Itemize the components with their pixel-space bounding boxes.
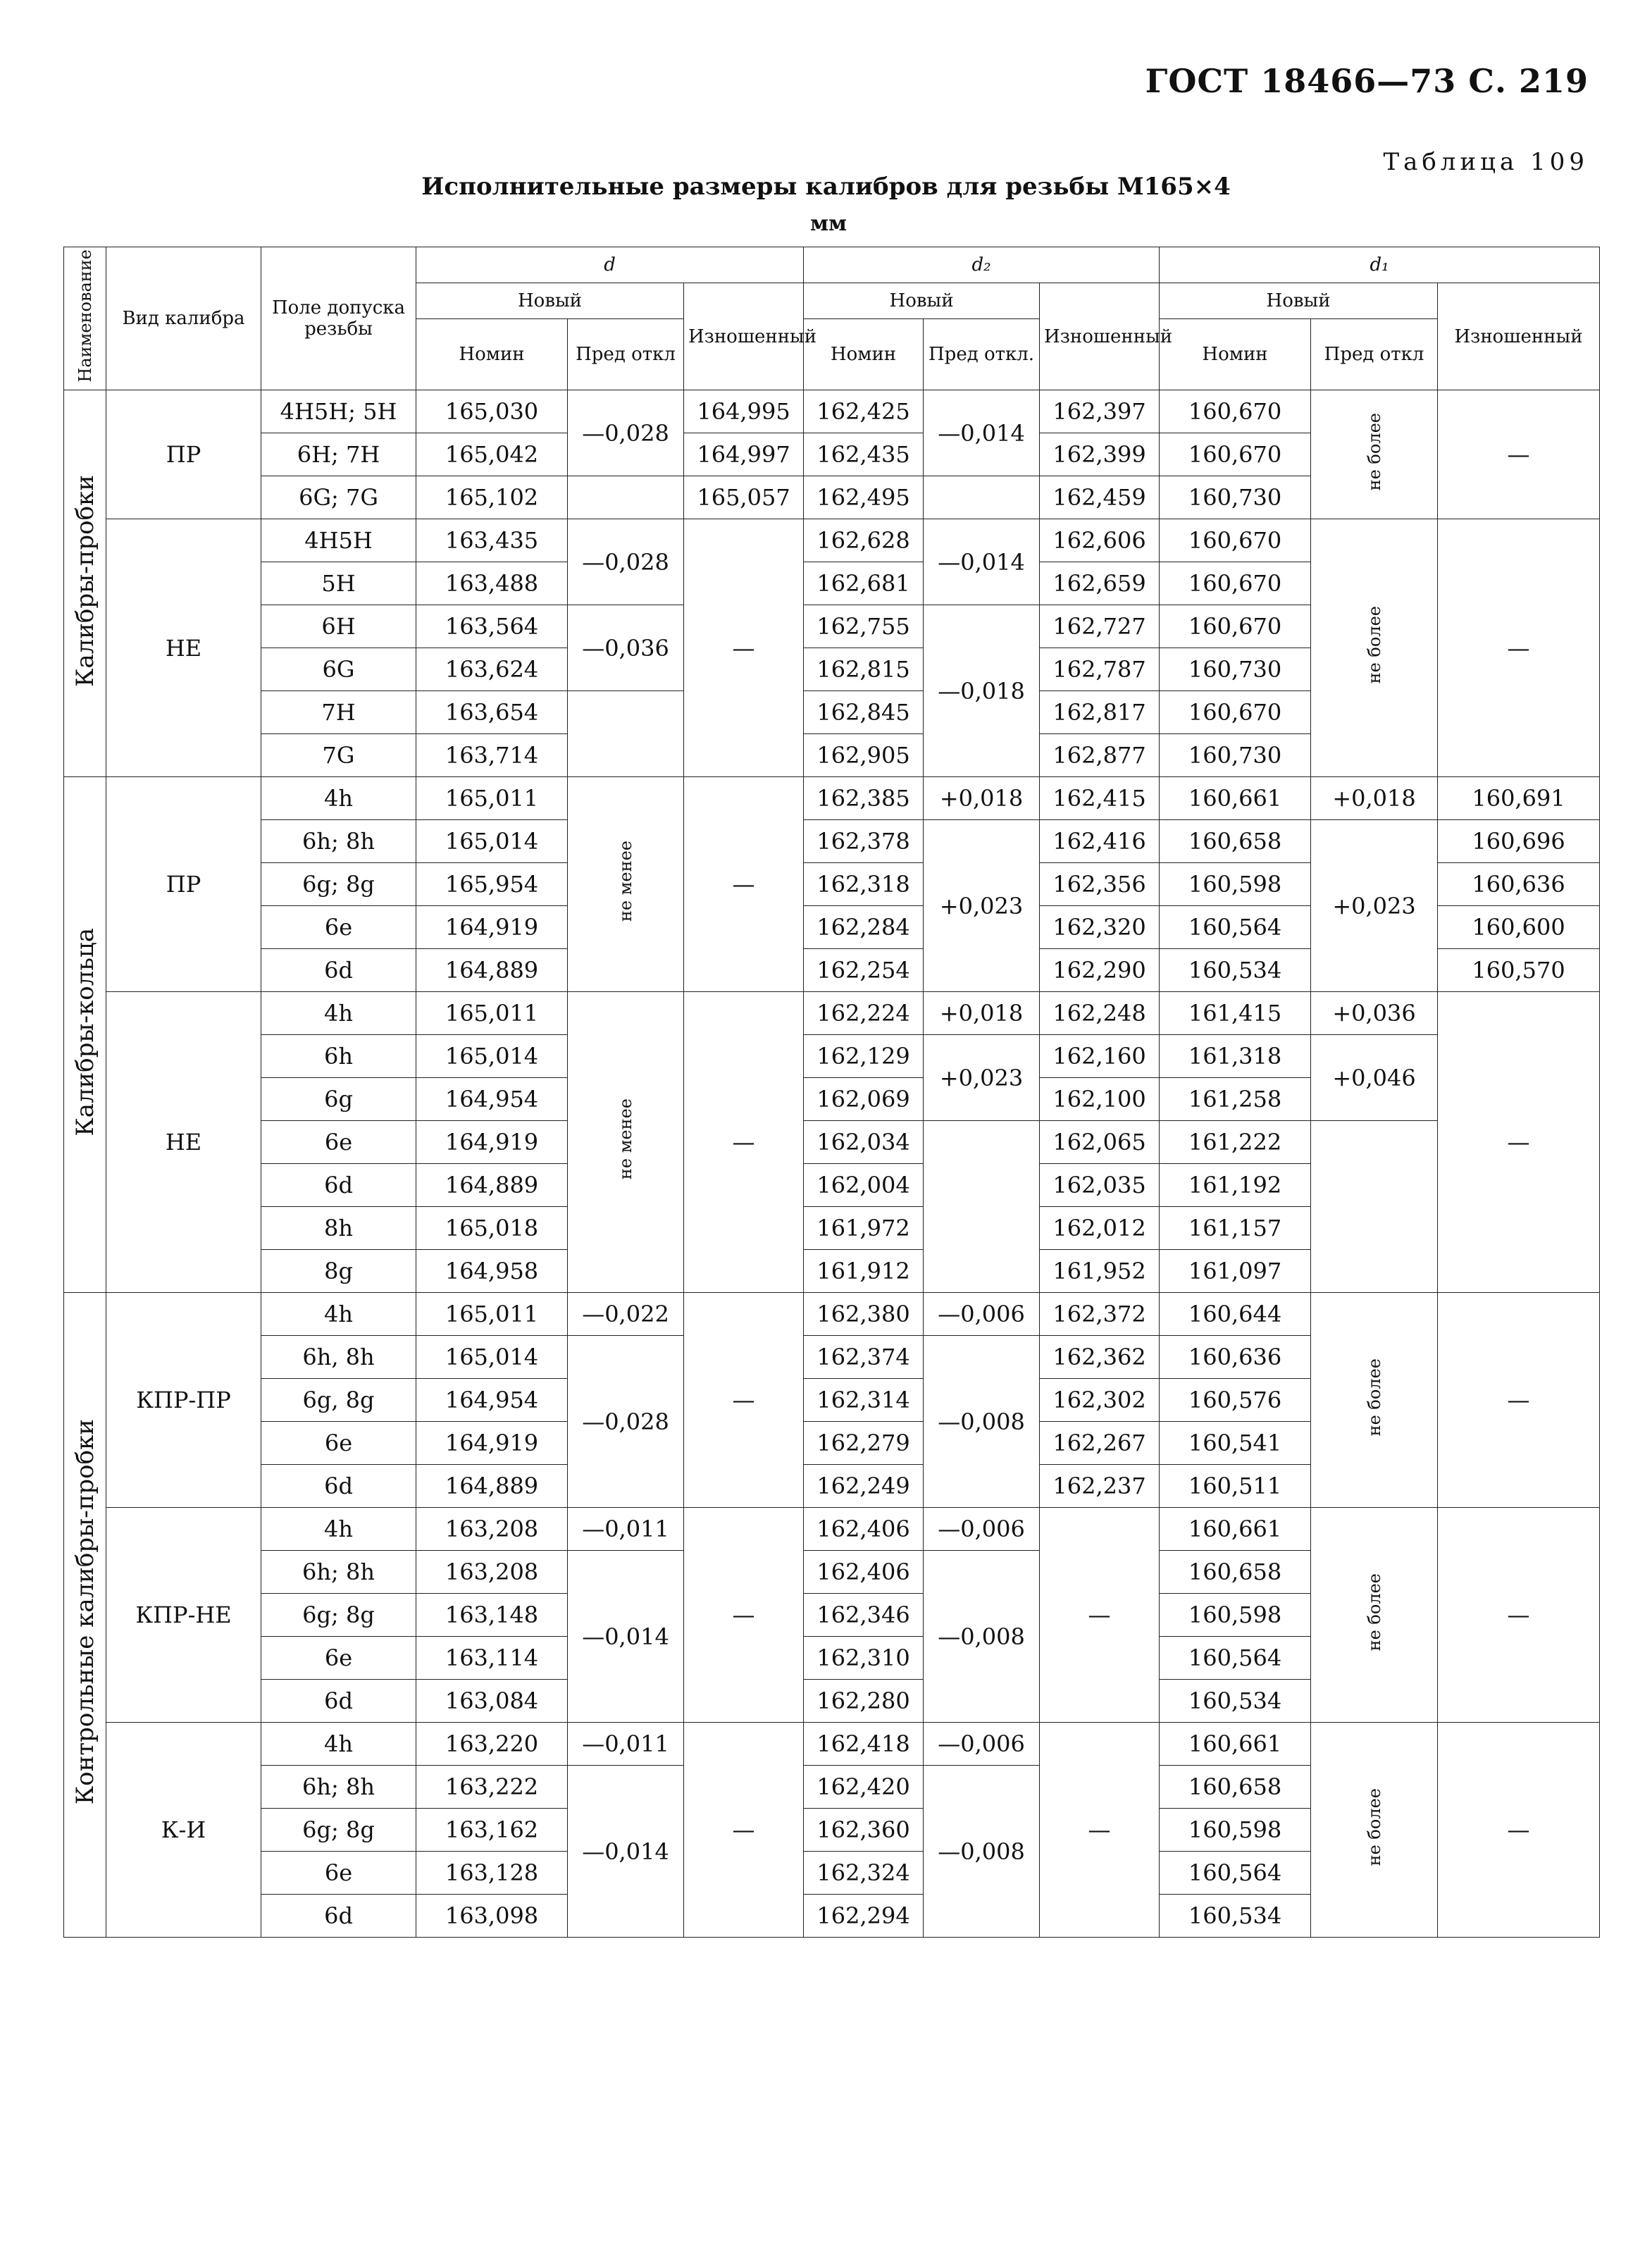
d2-nominal: 162,406 xyxy=(804,1508,924,1551)
d1-nominal: 161,318 xyxy=(1160,1035,1311,1078)
d-nominal: 165,014 xyxy=(416,1336,568,1379)
d2-nominal: 162,069 xyxy=(804,1078,924,1121)
d-nominal: 163,162 xyxy=(416,1809,568,1852)
d2-deviation: +0,023 xyxy=(924,1035,1040,1121)
d2-worn: 162,065 xyxy=(1040,1121,1160,1164)
d2-nominal: 162,034 xyxy=(804,1121,924,1164)
d-nominal: 165,102 xyxy=(416,476,568,519)
d2-deviation: —0,014 xyxy=(924,519,1040,605)
d-nominal: 164,954 xyxy=(416,1379,568,1422)
d-worn: — xyxy=(684,1293,804,1508)
d2-worn: 162,237 xyxy=(1040,1465,1160,1508)
d-nominal: 164,889 xyxy=(416,949,568,992)
thread-tolerance: 6e xyxy=(261,906,416,949)
gauge-type: КПР-НЕ xyxy=(106,1508,261,1723)
table-row xyxy=(64,1723,1600,1766)
d1-nominal: 161,258 xyxy=(1160,1078,1311,1121)
d1-deviation xyxy=(1311,1121,1438,1293)
d2-nominal: 162,360 xyxy=(804,1809,924,1852)
d2-nominal: 162,004 xyxy=(804,1164,924,1207)
thread-tolerance: 4h xyxy=(261,777,416,820)
d1-nominal: 160,534 xyxy=(1160,1680,1311,1723)
d1-nominal: 160,661 xyxy=(1160,1508,1311,1551)
thread-tolerance: 8h xyxy=(261,1207,416,1250)
d1-worn: 160,636 xyxy=(1438,863,1600,906)
d1-limit-note: не более xyxy=(1311,390,1438,519)
d-nominal: 163,435 xyxy=(416,519,568,562)
d1-nominal: 161,157 xyxy=(1160,1207,1311,1250)
d2-nominal: 162,294 xyxy=(804,1895,924,1938)
group-label-rings: Калибры-кольца xyxy=(64,777,106,1293)
thread-tolerance: 6d xyxy=(261,949,416,992)
d-worn: — xyxy=(684,992,804,1293)
d2-worn: 162,659 xyxy=(1040,562,1160,605)
thread-tolerance: 4h xyxy=(261,1293,416,1336)
col-d1-header: d₁ xyxy=(1160,247,1600,283)
thread-tolerance: 5H xyxy=(261,562,416,605)
thread-tolerance: 6g; 8g xyxy=(261,1594,416,1637)
gauge-dimensions-table-container xyxy=(63,247,1599,2135)
d2-nominal: 162,420 xyxy=(804,1766,924,1809)
d1-new-header: Новый xyxy=(1160,283,1438,319)
d1-nominal: 161,415 xyxy=(1160,992,1311,1035)
d-worn: — xyxy=(684,1508,804,1723)
d-worn: — xyxy=(684,777,804,992)
d2-deviation: —0,006 xyxy=(924,1293,1040,1336)
d-deviation xyxy=(568,476,684,519)
d1-worn: — xyxy=(1438,1293,1600,1508)
gauge-type: КПР-ПР xyxy=(106,1293,261,1508)
d2-worn: 162,727 xyxy=(1040,605,1160,648)
d-nominal: 165,042 xyxy=(416,433,568,476)
thread-tolerance: 7H xyxy=(261,691,416,734)
d1-worn: — xyxy=(1438,519,1600,777)
d1-limit-note: не более xyxy=(1311,1723,1438,1938)
thread-tolerance: 6e xyxy=(261,1422,416,1465)
thread-tolerance: 4H5H; 5H xyxy=(261,390,416,433)
d2-worn: 162,877 xyxy=(1040,734,1160,777)
d-deviation: —0,014 xyxy=(568,1766,684,1938)
d2-deviation: +0,018 xyxy=(924,992,1040,1035)
group-label-plugs: Калибры-пробки xyxy=(64,390,106,777)
d-nominal: 163,654 xyxy=(416,691,568,734)
d2-nominal: 162,815 xyxy=(804,648,924,691)
thread-tolerance: 6g; 8g xyxy=(261,863,416,906)
d-deviation: —0,022 xyxy=(568,1293,684,1336)
d2-nominal: 162,425 xyxy=(804,390,924,433)
thread-tolerance: 6d xyxy=(261,1164,416,1207)
d2-deviation: —0,018 xyxy=(924,605,1040,777)
d1-worn: — xyxy=(1438,1508,1600,1723)
d1-worn: 160,691 xyxy=(1438,777,1600,820)
thread-tolerance: 6d xyxy=(261,1895,416,1938)
d-nominal: 163,220 xyxy=(416,1723,568,1766)
d-nominal: 164,889 xyxy=(416,1465,568,1508)
d2-dev-header: Пред откл. xyxy=(924,319,1040,390)
d2-nominal: 162,279 xyxy=(804,1422,924,1465)
gauge-dimensions-table xyxy=(63,247,1600,1938)
thread-tolerance: 6e xyxy=(261,1121,416,1164)
thread-tolerance: 6h; 8h xyxy=(261,1766,416,1809)
thread-tolerance: 6h, 8h xyxy=(261,1336,416,1379)
thread-tolerance: 6G; 7G xyxy=(261,476,416,519)
d2-deviation: —0,006 xyxy=(924,1508,1040,1551)
d2-nominal: 162,280 xyxy=(804,1680,924,1723)
d-nominal: 163,624 xyxy=(416,648,568,691)
d2-nominal: 162,129 xyxy=(804,1035,924,1078)
d2-deviation xyxy=(924,476,1040,519)
thread-tolerance: 4h xyxy=(261,1723,416,1766)
col-type-header: Вид калибра xyxy=(106,247,261,390)
d2-nominal: 162,324 xyxy=(804,1852,924,1895)
d-nominal: 163,114 xyxy=(416,1637,568,1680)
d-nominal: 163,714 xyxy=(416,734,568,777)
gauge-type: ПР xyxy=(106,390,261,519)
d-limit-note: не менее xyxy=(568,777,684,992)
d1-nominal: 161,222 xyxy=(1160,1121,1311,1164)
d1-nominal: 160,658 xyxy=(1160,820,1311,863)
thread-tolerance: 6d xyxy=(261,1465,416,1508)
d2-worn: 162,320 xyxy=(1040,906,1160,949)
d2-nominal: 162,378 xyxy=(804,820,924,863)
d2-nominal: 162,374 xyxy=(804,1336,924,1379)
d1-nominal: 160,511 xyxy=(1160,1465,1311,1508)
d-worn: — xyxy=(684,519,804,777)
d-nominal: 164,919 xyxy=(416,1422,568,1465)
d1-nominal: 160,730 xyxy=(1160,648,1311,691)
d-deviation: —0,036 xyxy=(568,605,684,691)
d1-limit-note: не более xyxy=(1311,1293,1438,1508)
d-nominal: 164,889 xyxy=(416,1164,568,1207)
d2-worn: 162,290 xyxy=(1040,949,1160,992)
d-deviation: —0,014 xyxy=(568,1551,684,1723)
thread-tolerance: 6H; 7H xyxy=(261,433,416,476)
d-nominal: 163,148 xyxy=(416,1594,568,1637)
d-nominal-header: Номин xyxy=(416,319,568,390)
col-name-header: Наименование xyxy=(64,247,106,390)
d-nominal: 165,014 xyxy=(416,1035,568,1078)
d2-worn: 162,372 xyxy=(1040,1293,1160,1336)
d2-worn: 162,160 xyxy=(1040,1035,1160,1078)
gauge-type: НЕ xyxy=(106,519,261,777)
d2-nominal: 162,380 xyxy=(804,1293,924,1336)
d-nominal: 165,011 xyxy=(416,1293,568,1336)
d2-nominal: 162,284 xyxy=(804,906,924,949)
d-nominal: 163,564 xyxy=(416,605,568,648)
d2-worn: 162,817 xyxy=(1040,691,1160,734)
table-units: мм xyxy=(810,211,847,236)
table-title: Исполнительные размеры калибров для резьбы М165×4 xyxy=(421,173,1231,201)
d2-nominal: 162,385 xyxy=(804,777,924,820)
thread-tolerance: 6d xyxy=(261,1680,416,1723)
d1-limit-note: не более xyxy=(1311,519,1438,777)
d1-deviation: +0,018 xyxy=(1311,777,1438,820)
d-nominal: 164,954 xyxy=(416,1078,568,1121)
d-limit-note: не менее xyxy=(568,992,684,1293)
d2-worn: 162,012 xyxy=(1040,1207,1160,1250)
d-new-header: Новый xyxy=(416,283,684,319)
d2-nominal: 161,972 xyxy=(804,1207,924,1250)
table-row xyxy=(64,1293,1600,1336)
thread-tolerance: 4H5H xyxy=(261,519,416,562)
d2-nominal-header: Номин xyxy=(804,319,924,390)
d1-worn: 160,570 xyxy=(1438,949,1600,992)
d-nominal: 165,014 xyxy=(416,820,568,863)
d-nominal: 165,011 xyxy=(416,992,568,1035)
thread-tolerance: 4h xyxy=(261,1508,416,1551)
thread-tolerance: 6H xyxy=(261,605,416,648)
d1-nominal: 160,661 xyxy=(1160,1723,1311,1766)
d1-dev-header: Пред откл xyxy=(1311,319,1438,390)
col-tolerance-header: Поле допуска резьбы xyxy=(261,247,416,390)
d1-limit-note: не более xyxy=(1311,1508,1438,1723)
d-worn-header: Изношенный xyxy=(684,283,804,390)
d1-nominal: 160,541 xyxy=(1160,1422,1311,1465)
d2-nominal: 162,845 xyxy=(804,691,924,734)
d2-nominal: 162,310 xyxy=(804,1637,924,1680)
d-nominal: 163,098 xyxy=(416,1895,568,1938)
d-nominal: 163,084 xyxy=(416,1680,568,1723)
thread-tolerance: 6h; 8h xyxy=(261,1551,416,1594)
d1-nominal: 160,644 xyxy=(1160,1293,1311,1336)
d1-worn: 160,600 xyxy=(1438,906,1600,949)
table-body xyxy=(64,390,1600,1938)
d1-nominal: 160,670 xyxy=(1160,605,1311,648)
thread-tolerance: 6G xyxy=(261,648,416,691)
d2-nominal: 162,224 xyxy=(804,992,924,1035)
d1-nominal: 160,534 xyxy=(1160,1895,1311,1938)
d1-worn: 160,696 xyxy=(1438,820,1600,863)
thread-tolerance: 6g; 8g xyxy=(261,1809,416,1852)
thread-tolerance: 6e xyxy=(261,1852,416,1895)
d1-nominal-header: Номин xyxy=(1160,319,1311,390)
d2-deviation: —0,008 xyxy=(924,1336,1040,1508)
d-nominal: 165,018 xyxy=(416,1207,568,1250)
d2-worn: 161,952 xyxy=(1040,1250,1160,1293)
d-deviation: —0,011 xyxy=(568,1508,684,1551)
d1-nominal: 160,564 xyxy=(1160,906,1311,949)
gauge-type: ПР xyxy=(106,777,261,992)
d2-worn: 162,397 xyxy=(1040,390,1160,433)
d2-deviation: —0,008 xyxy=(924,1766,1040,1938)
d2-worn: 162,267 xyxy=(1040,1422,1160,1465)
d2-worn: — xyxy=(1040,1723,1160,1938)
d1-nominal: 160,670 xyxy=(1160,519,1311,562)
d1-deviation: +0,046 xyxy=(1311,1035,1438,1121)
d2-nominal: 162,905 xyxy=(804,734,924,777)
d1-nominal: 160,576 xyxy=(1160,1379,1311,1422)
d2-worn: 162,362 xyxy=(1040,1336,1160,1379)
d1-nominal: 160,598 xyxy=(1160,1594,1311,1637)
d2-deviation: +0,023 xyxy=(924,820,1040,992)
table-row xyxy=(64,777,1600,820)
d1-nominal: 160,670 xyxy=(1160,433,1311,476)
d2-worn: 162,356 xyxy=(1040,863,1160,906)
d2-worn: 162,459 xyxy=(1040,476,1160,519)
d-nominal: 164,919 xyxy=(416,1121,568,1164)
table-row xyxy=(64,1508,1600,1551)
d1-nominal: 160,636 xyxy=(1160,1336,1311,1379)
thread-tolerance: 6h xyxy=(261,1035,416,1078)
table-header xyxy=(64,247,1600,390)
d2-deviation: —0,014 xyxy=(924,390,1040,476)
d2-worn: 162,415 xyxy=(1040,777,1160,820)
d2-nominal: 162,406 xyxy=(804,1551,924,1594)
d1-worn: — xyxy=(1438,992,1600,1293)
d2-nominal: 162,628 xyxy=(804,519,924,562)
d2-nominal: 162,435 xyxy=(804,433,924,476)
d2-nominal: 162,755 xyxy=(804,605,924,648)
d1-nominal: 160,564 xyxy=(1160,1852,1311,1895)
d1-deviation: +0,036 xyxy=(1311,992,1438,1035)
d2-worn: 162,035 xyxy=(1040,1164,1160,1207)
thread-tolerance: 4h xyxy=(261,992,416,1035)
gauge-type: К-И xyxy=(106,1723,261,1938)
d2-worn: 162,787 xyxy=(1040,648,1160,691)
d-nominal: 163,128 xyxy=(416,1852,568,1895)
d-deviation: —0,028 xyxy=(568,390,684,476)
d2-deviation: +0,018 xyxy=(924,777,1040,820)
d1-nominal: 160,730 xyxy=(1160,476,1311,519)
d2-worn: 162,302 xyxy=(1040,1379,1160,1422)
d1-nominal: 160,658 xyxy=(1160,1766,1311,1809)
document-header: ГОСТ 18466—73 С. 219 xyxy=(1145,62,1589,100)
d2-nominal: 162,249 xyxy=(804,1465,924,1508)
d2-worn: 162,248 xyxy=(1040,992,1160,1035)
d2-worn: 162,416 xyxy=(1040,820,1160,863)
d-dev-header: Пред откл xyxy=(568,319,684,390)
d-deviation: —0,028 xyxy=(568,519,684,605)
d1-worn: — xyxy=(1438,390,1600,519)
d2-worn: 162,606 xyxy=(1040,519,1160,562)
col-d2-header: d₂ xyxy=(804,247,1160,283)
d-nominal: 163,208 xyxy=(416,1551,568,1594)
d2-nominal: 162,346 xyxy=(804,1594,924,1637)
d2-nominal: 162,314 xyxy=(804,1379,924,1422)
d1-nominal: 160,564 xyxy=(1160,1637,1311,1680)
d2-worn-header: Изношенный xyxy=(1040,283,1160,390)
thread-tolerance: 7G xyxy=(261,734,416,777)
d2-nominal: 162,254 xyxy=(804,949,924,992)
d-worn: 164,995 xyxy=(684,390,804,433)
d-deviation xyxy=(568,691,684,777)
d1-nominal: 160,534 xyxy=(1160,949,1311,992)
d2-nominal: 162,418 xyxy=(804,1723,924,1766)
d2-worn: 162,399 xyxy=(1040,433,1160,476)
d1-nominal: 160,598 xyxy=(1160,1809,1311,1852)
d2-nominal: 162,681 xyxy=(804,562,924,605)
thread-tolerance: 6g xyxy=(261,1078,416,1121)
table-row xyxy=(64,820,1600,863)
table-row xyxy=(64,992,1600,1035)
d-nominal: 164,958 xyxy=(416,1250,568,1293)
d-nominal: 163,488 xyxy=(416,562,568,605)
table-row xyxy=(64,519,1600,562)
d1-nominal: 160,670 xyxy=(1160,691,1311,734)
d-nominal: 163,208 xyxy=(416,1508,568,1551)
d-worn: — xyxy=(684,1723,804,1938)
d-deviation: —0,028 xyxy=(568,1336,684,1508)
table-row xyxy=(64,390,1600,433)
d2-deviation: —0,006 xyxy=(924,1723,1040,1766)
d1-nominal: 160,658 xyxy=(1160,1551,1311,1594)
d1-worn: — xyxy=(1438,1723,1600,1938)
thread-tolerance: 8g xyxy=(261,1250,416,1293)
d1-nominal: 160,670 xyxy=(1160,390,1311,433)
d-worn: 165,057 xyxy=(684,476,804,519)
d1-deviation: +0,023 xyxy=(1311,820,1438,992)
d1-nominal: 160,598 xyxy=(1160,863,1311,906)
d-nominal: 164,919 xyxy=(416,906,568,949)
thread-tolerance: 6g, 8g xyxy=(261,1379,416,1422)
d2-nominal: 161,912 xyxy=(804,1250,924,1293)
table-row xyxy=(64,1035,1600,1078)
thread-tolerance: 6e xyxy=(261,1637,416,1680)
d-nominal: 165,954 xyxy=(416,863,568,906)
table-row xyxy=(64,1121,1600,1164)
d-deviation: —0,011 xyxy=(568,1723,684,1766)
d2-deviation: —0,008 xyxy=(924,1551,1040,1723)
d-nominal: 165,030 xyxy=(416,390,568,433)
gauge-type: НЕ xyxy=(106,992,261,1293)
thread-tolerance: 6h; 8h xyxy=(261,820,416,863)
d2-worn: — xyxy=(1040,1508,1160,1723)
d1-nominal: 161,192 xyxy=(1160,1164,1311,1207)
d-nominal: 163,222 xyxy=(416,1766,568,1809)
d2-worn: 162,100 xyxy=(1040,1078,1160,1121)
d1-nominal: 160,661 xyxy=(1160,777,1311,820)
d1-nominal: 160,670 xyxy=(1160,562,1311,605)
d1-nominal: 160,730 xyxy=(1160,734,1311,777)
d1-worn-header: Изношенный xyxy=(1438,283,1600,390)
d-nominal: 165,011 xyxy=(416,777,568,820)
group-label-control: Контрольные калибры-пробки xyxy=(64,1293,106,1938)
d1-nominal: 161,097 xyxy=(1160,1250,1311,1293)
d2-new-header: Новый xyxy=(804,283,1040,319)
d-worn: 164,997 xyxy=(684,433,804,476)
d2-nominal: 162,495 xyxy=(804,476,924,519)
d2-nominal: 162,318 xyxy=(804,863,924,906)
col-d-header: d xyxy=(416,247,804,283)
d2-deviation xyxy=(924,1121,1040,1293)
table-number: Таблица 109 xyxy=(1383,148,1589,176)
